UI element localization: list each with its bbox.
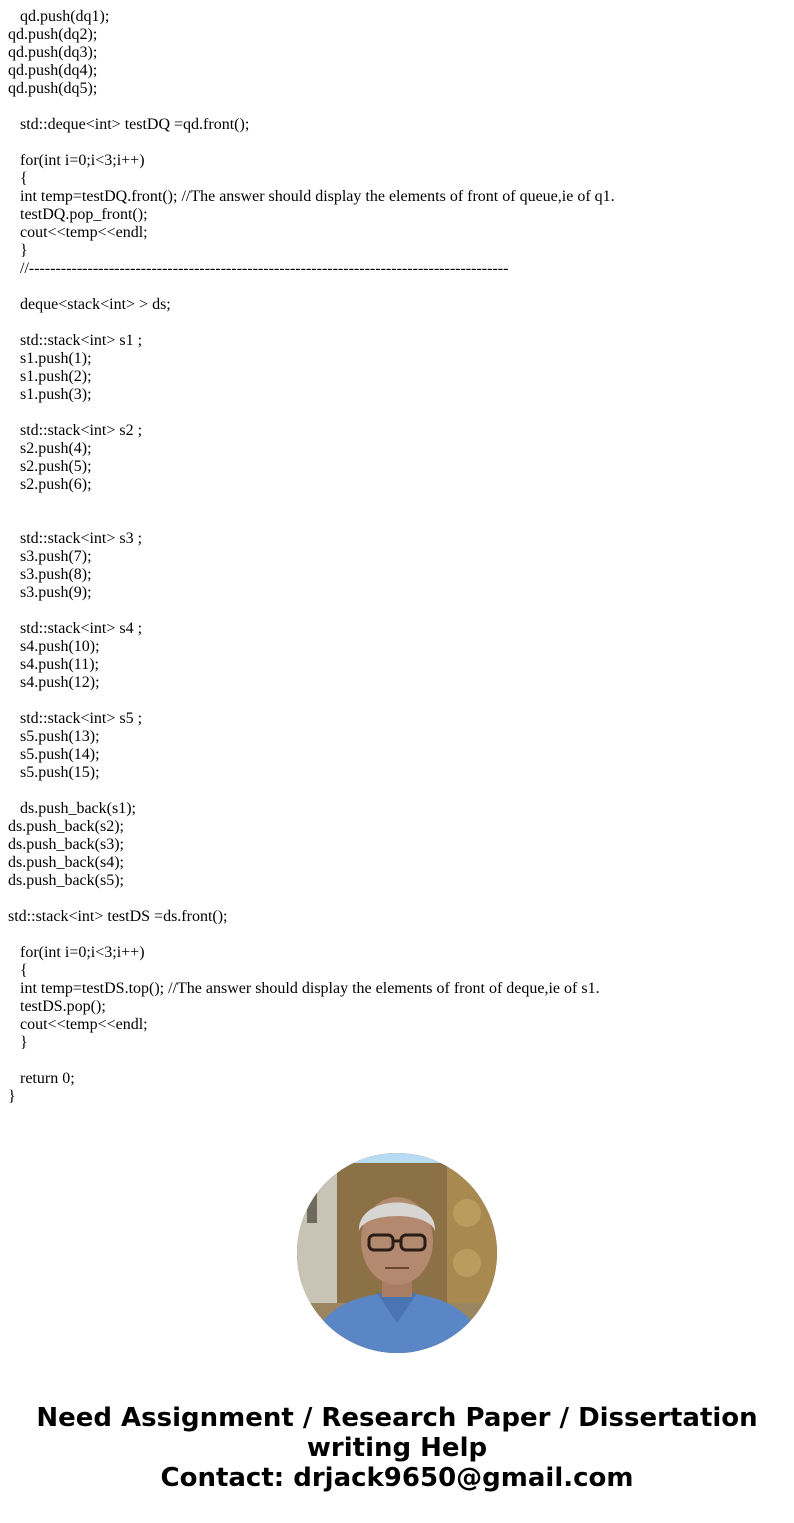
code-line: } bbox=[8, 242, 28, 259]
code-line: cout<<temp<<endl; bbox=[8, 1016, 148, 1033]
code-line: int temp=testDQ.front(); //The answer should display the elements of front of queue,ie of q1. bbox=[8, 188, 615, 205]
code-line: //------------------------------------------------------------------------------------------ bbox=[8, 260, 509, 277]
code-line bbox=[8, 494, 788, 512]
code-line bbox=[8, 512, 788, 530]
code-line: s3.push(7); bbox=[8, 548, 92, 565]
code-line bbox=[8, 134, 788, 152]
code-line: for(int i=0;i<3;i++) bbox=[8, 944, 145, 961]
code-line: std::stack<int> s3 ; bbox=[8, 530, 143, 547]
code-line bbox=[8, 602, 788, 620]
code-line bbox=[8, 314, 788, 332]
code-line: s5.push(13); bbox=[8, 728, 100, 745]
code-line: return 0; bbox=[8, 1070, 75, 1087]
code-line: s5.push(15); bbox=[8, 764, 100, 781]
code-line: testDS.pop(); bbox=[8, 998, 106, 1015]
code-line: qd.push(dq4); bbox=[8, 62, 98, 79]
code-line: ds.push_back(s5); bbox=[8, 872, 124, 889]
code-line: s3.push(8); bbox=[8, 566, 92, 583]
code-line: for(int i=0;i<3;i++) bbox=[8, 152, 145, 169]
code-line: s4.push(11); bbox=[8, 656, 99, 673]
code-line: s2.push(6); bbox=[8, 476, 92, 493]
code-line bbox=[8, 278, 788, 296]
code-line: std::stack<int> s2 ; bbox=[8, 422, 143, 439]
code-line bbox=[8, 692, 788, 710]
code-line: cout<<temp<<endl; bbox=[8, 224, 148, 241]
code-line: ds.push_back(s3); bbox=[8, 836, 124, 853]
code-line: qd.push(dq2); bbox=[8, 26, 98, 43]
code-line: std::deque<int> testDQ =qd.front(); bbox=[8, 116, 250, 133]
code-line: { bbox=[8, 170, 28, 187]
code-line: ds.push_back(s1); bbox=[8, 800, 136, 817]
code-line: qd.push(dq1); bbox=[8, 8, 110, 25]
code-line: std::stack<int> s4 ; bbox=[8, 620, 143, 637]
person-photo-icon bbox=[297, 1153, 497, 1353]
code-line: ds.push_back(s2); bbox=[8, 818, 124, 835]
code-line: testDQ.pop_front(); bbox=[8, 206, 148, 223]
code-line: int temp=testDS.top(); //The answer should display the elements of front of deque,ie of s1. bbox=[8, 980, 600, 997]
code-line: std::stack<int> testDS =ds.front(); bbox=[8, 908, 228, 925]
code-line: } bbox=[8, 1088, 16, 1105]
code-line bbox=[8, 404, 788, 422]
code-line: s4.push(10); bbox=[8, 638, 100, 655]
code-line: } bbox=[8, 1034, 28, 1051]
code-line: s2.push(4); bbox=[8, 440, 92, 457]
code-line: s1.push(3); bbox=[8, 386, 92, 403]
code-line: ds.push_back(s4); bbox=[8, 854, 124, 871]
code-line: std::stack<int> s1 ; bbox=[8, 332, 143, 349]
code-line bbox=[8, 782, 788, 800]
code-line: s1.push(1); bbox=[8, 350, 92, 367]
code-line: deque<stack<int> > ds; bbox=[8, 296, 171, 313]
promo-line-2: writing Help bbox=[306, 1433, 488, 1463]
code-line: s2.push(5); bbox=[8, 458, 92, 475]
code-block bbox=[8, 8, 788, 1106]
code-line bbox=[8, 926, 788, 944]
code-line: qd.push(dq3); bbox=[8, 44, 98, 61]
code-line bbox=[8, 98, 788, 116]
code-line: s5.push(14); bbox=[8, 746, 100, 763]
code-line: std::stack<int> s5 ; bbox=[8, 710, 143, 727]
promo-banner bbox=[0, 1403, 794, 1493]
code-line bbox=[8, 890, 788, 908]
code-line: qd.push(dq5); bbox=[8, 80, 98, 97]
code-line bbox=[8, 1052, 788, 1070]
promo-line-1: Need Assignment / Research Paper / Dissertation bbox=[36, 1403, 758, 1433]
code-line: s1.push(2); bbox=[8, 368, 92, 385]
code-line: s3.push(9); bbox=[8, 584, 92, 601]
promo-contact: Contact: drjack9650@gmail.com bbox=[160, 1463, 634, 1493]
code-line: { bbox=[8, 962, 28, 979]
code-line: s4.push(12); bbox=[8, 674, 100, 691]
author-avatar bbox=[297, 1153, 497, 1353]
